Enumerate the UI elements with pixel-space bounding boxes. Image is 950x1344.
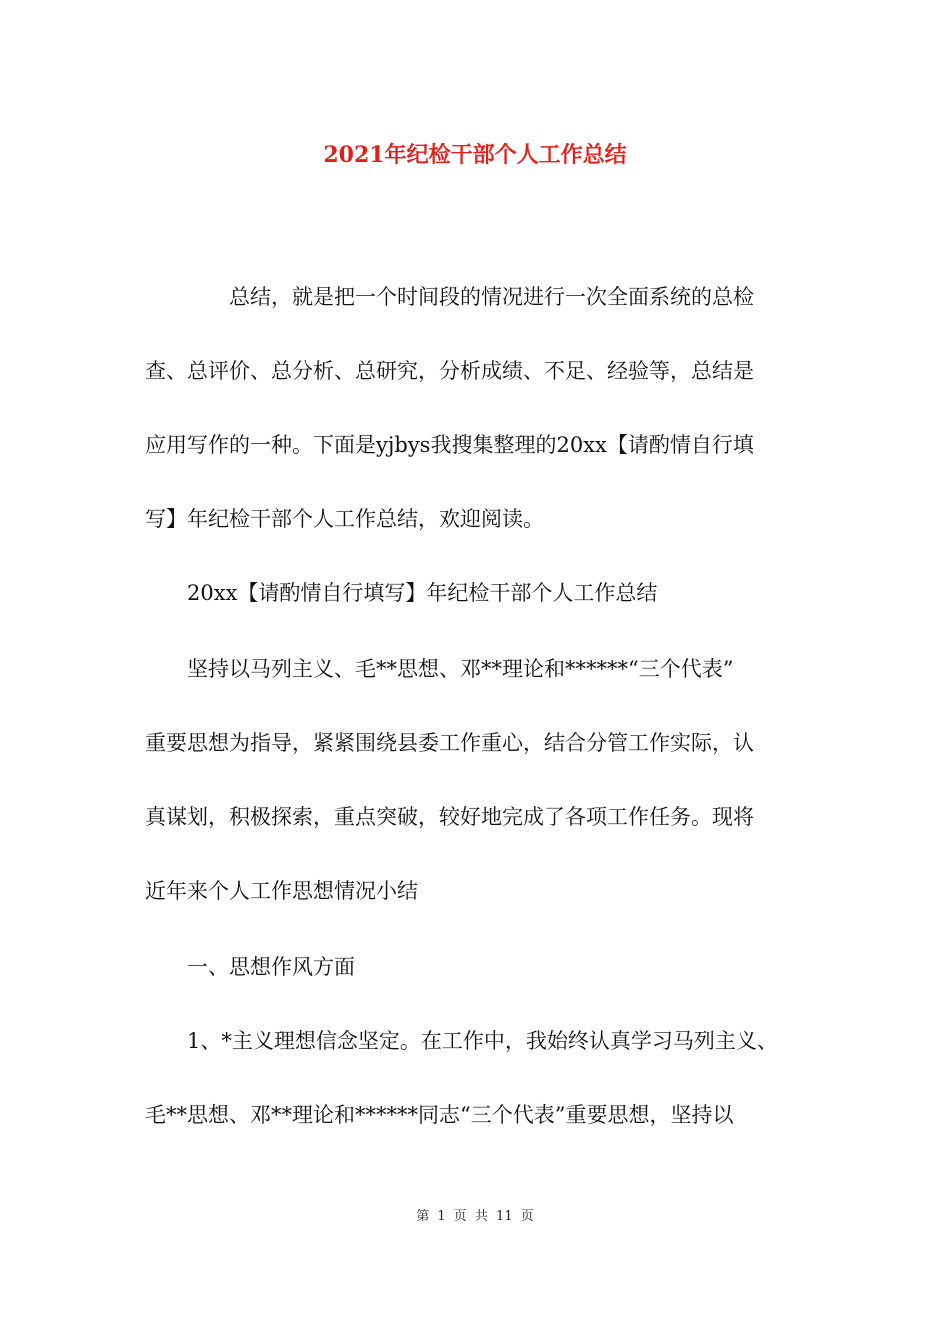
body-line-7: 重要思想为指导，紧紧围绕县委工作重心，结合分管工作实际，认	[145, 731, 754, 755]
body-line-8: 真谋划，积极探索，重点突破，较好地完成了各项工作任务。现将	[145, 805, 754, 829]
subsection-heading: 一、思想作风方面	[145, 955, 355, 979]
section-heading-line: 20xx【请酌情自行填写】年纪检干部个人工作总结	[145, 581, 658, 605]
body-line-2: 查、总评价、总分析、总研究，分析成绩、不足、经验等，总结是	[145, 359, 754, 383]
page-number-footer: 第 1 页 共 11 页	[416, 1209, 534, 1224]
body-line-11: 1、*主义理想信念坚定。在工作中，我始终认真学习马列主义、	[145, 1029, 778, 1053]
document-title: 2021年纪检干部个人工作总结	[323, 142, 627, 168]
body-line-9: 近年来个人工作思想情况小结	[145, 879, 418, 903]
body-line-4: 写】年纪检干部个人工作总结，欢迎阅读。	[145, 507, 544, 531]
body-line-12: 毛**思想、邓**理论和******同志“三个代表”重要思想，坚持以	[145, 1103, 734, 1127]
body-line-3: 应用写作的一种。下面是yjbys我搜集整理的20xx【请酌情自行填	[145, 433, 754, 457]
body-line-1: 总结，就是把一个时间段的情况进行一次全面系统的总检	[145, 285, 754, 309]
body-line-6: 坚持以马列主义、毛**思想、邓**理论和******“三个代表”	[145, 657, 734, 681]
